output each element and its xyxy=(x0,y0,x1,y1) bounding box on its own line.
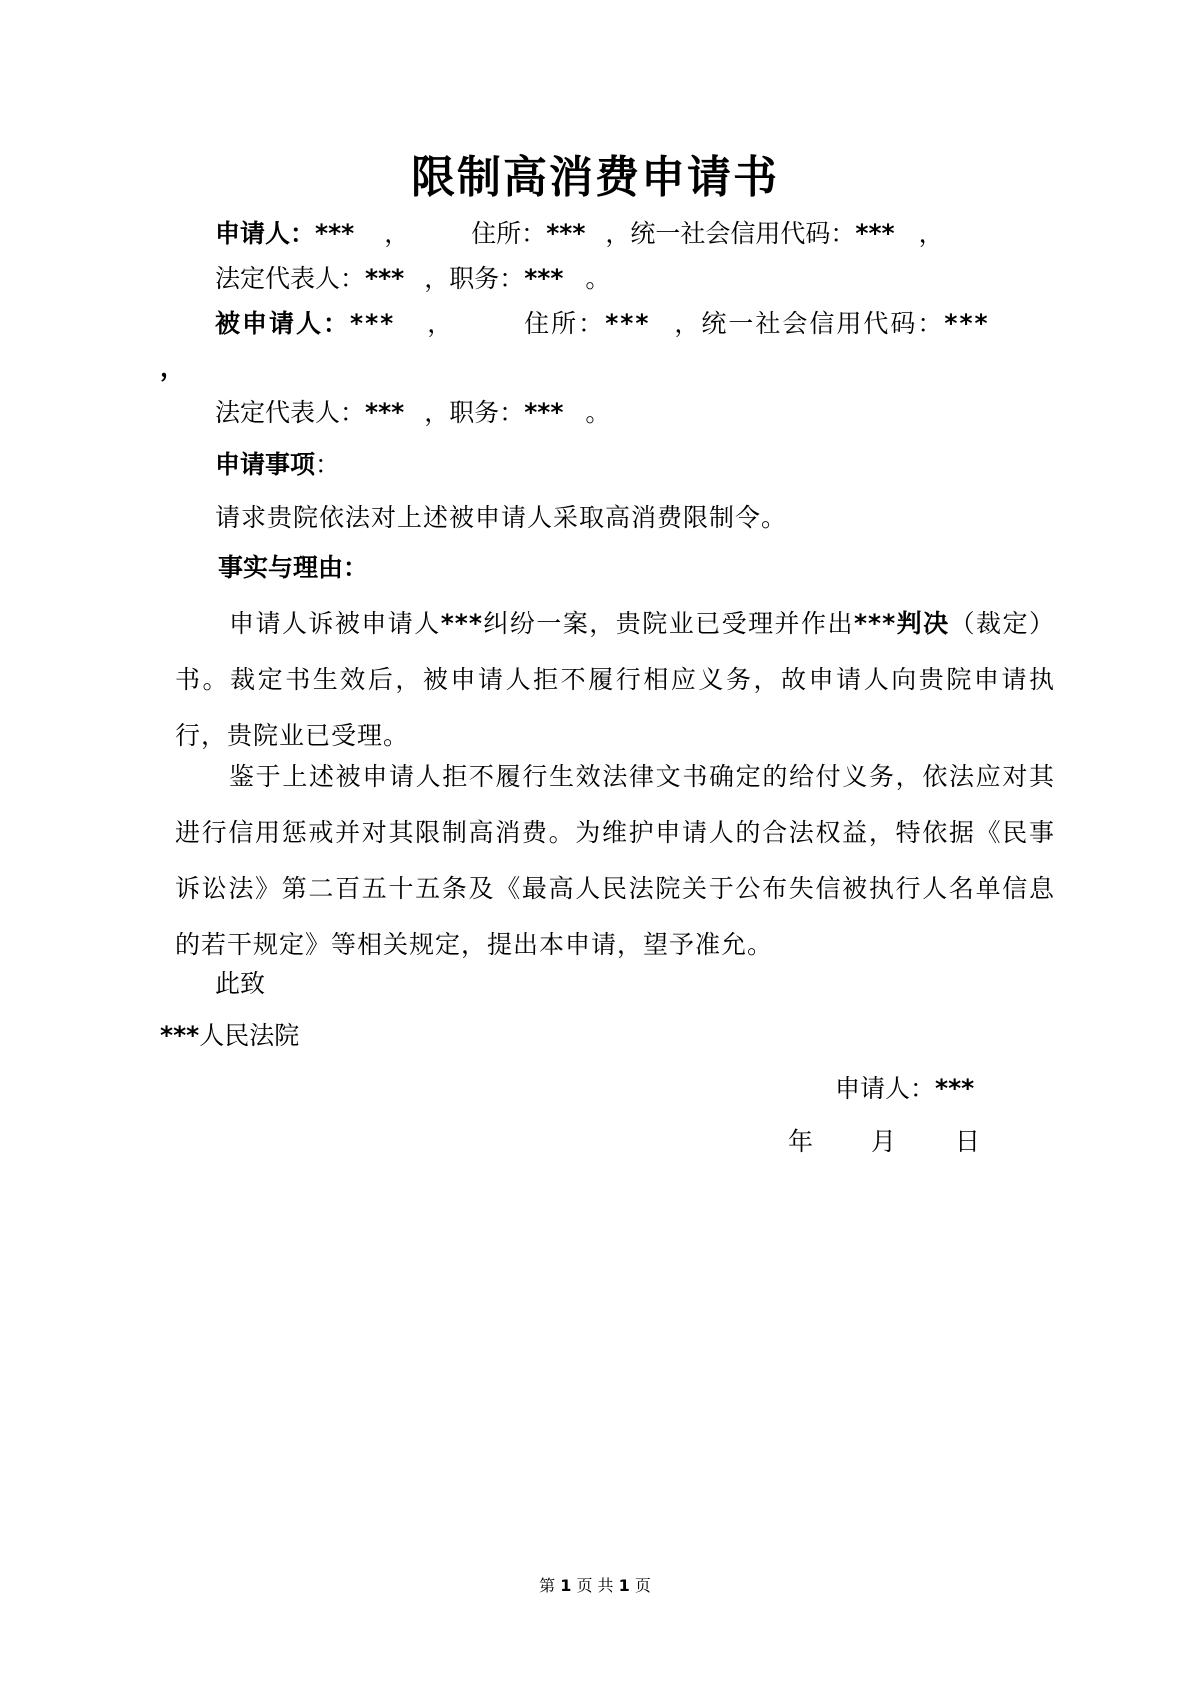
signer-value: *** xyxy=(935,1074,975,1103)
footer-page-mid: 页 共 xyxy=(576,1576,614,1595)
respondent-address-label: 住所： xyxy=(524,309,606,338)
applicant-rep-position-value: *** xyxy=(524,264,564,293)
respondent-comma: ， xyxy=(427,309,455,338)
request-body: 请求贵院依法对上述被申请人采取高消费限制令。 xyxy=(215,503,788,532)
respondent-value: *** xyxy=(350,309,396,338)
respondent-credit-label: ，统一社会信用代码： xyxy=(674,309,945,338)
applicant-rep-label: 法定代表人： xyxy=(215,264,366,293)
applicant-rep-value: *** xyxy=(365,264,405,293)
facts-paragraph-1 xyxy=(175,596,1055,764)
applicant-address-value: *** xyxy=(546,219,586,248)
respondent-end-comma: ， xyxy=(160,353,186,382)
facts-p1-e: （裁定）书。裁定书生效后，被申请人拒不履行相应义务，故申请人向贵院申请执行，贵院业已受理。 xyxy=(175,609,1055,750)
document-title: 限制高消费申请书 xyxy=(411,152,779,203)
respondent-rep-label: 法定代表人： xyxy=(215,398,366,427)
facts-paragraph-2: 鉴于上述被申请人拒不履行生效法律文书确定的给付义务，依法应对其进行信用惩戒并对其限制高消费。为维护申请人的合法权益，特依据《民事诉讼法》第二百五十五条及《最高人民法院关于公布失信被执行人名单信息的若干规定》等相关规定，提出本申请，望予准允。 xyxy=(175,762,1055,959)
respondent-line xyxy=(215,306,990,342)
footer-page-current: 1 xyxy=(560,1576,572,1595)
footer-page-total: 1 xyxy=(618,1576,630,1595)
applicant-rep-end: 。 xyxy=(585,264,611,293)
applicant-comma: ， xyxy=(384,219,410,248)
applicant-credit-value: *** xyxy=(855,219,895,248)
respondent-rep-position-label: ，职务： xyxy=(424,398,525,427)
respondent-wrap-line xyxy=(160,350,185,386)
date-day: 日 xyxy=(955,1127,981,1156)
court-line xyxy=(160,1018,299,1054)
request-heading-colon: ： xyxy=(315,450,341,479)
respondent-rep-value: *** xyxy=(365,398,405,427)
court-prefix: *** xyxy=(160,1021,200,1050)
applicant-line xyxy=(215,216,944,252)
facts-p1-d: ***判决 xyxy=(853,609,950,638)
facts-p1-c: 纠纷一案，贵院业已受理并作出 xyxy=(482,609,854,638)
request-heading-text: 申请事项 xyxy=(215,450,316,479)
respondent-rep-line xyxy=(215,395,610,431)
salutation: 此致 xyxy=(215,969,266,998)
facts-p1-a: 申请人诉被申请人 xyxy=(229,609,441,638)
signer-line xyxy=(835,1071,974,1107)
applicant-end-comma: ， xyxy=(918,219,944,248)
facts-heading: 事实与理由： xyxy=(218,553,369,582)
respondent-address-value: *** xyxy=(605,309,651,338)
applicant-value: *** xyxy=(315,219,355,248)
facts-p1-b: *** xyxy=(440,609,483,638)
applicant-rep-line xyxy=(215,261,610,297)
footer-page-prefix: 第 xyxy=(539,1576,556,1595)
applicant-label: 申请人： xyxy=(215,219,316,248)
respondent-rep-end: 。 xyxy=(585,398,611,427)
applicant-credit-label: ，统一社会信用代码： xyxy=(605,219,856,248)
applicant-rep-position-label: ，职务： xyxy=(424,264,525,293)
footer-page-suffix: 页 xyxy=(634,1576,651,1595)
respondent-credit-value: *** xyxy=(944,309,990,338)
court-name: 人民法院 xyxy=(199,1021,300,1050)
applicant-address-label: 住所： xyxy=(471,219,547,248)
page-footer xyxy=(0,1575,1190,1597)
date-year: 年 xyxy=(788,1127,814,1156)
respondent-rep-position-value: *** xyxy=(524,398,564,427)
date-month: 月 xyxy=(871,1127,897,1156)
signer-label: 申请人： xyxy=(835,1074,936,1103)
respondent-label: 被申请人： xyxy=(215,309,351,338)
request-heading xyxy=(215,447,340,483)
